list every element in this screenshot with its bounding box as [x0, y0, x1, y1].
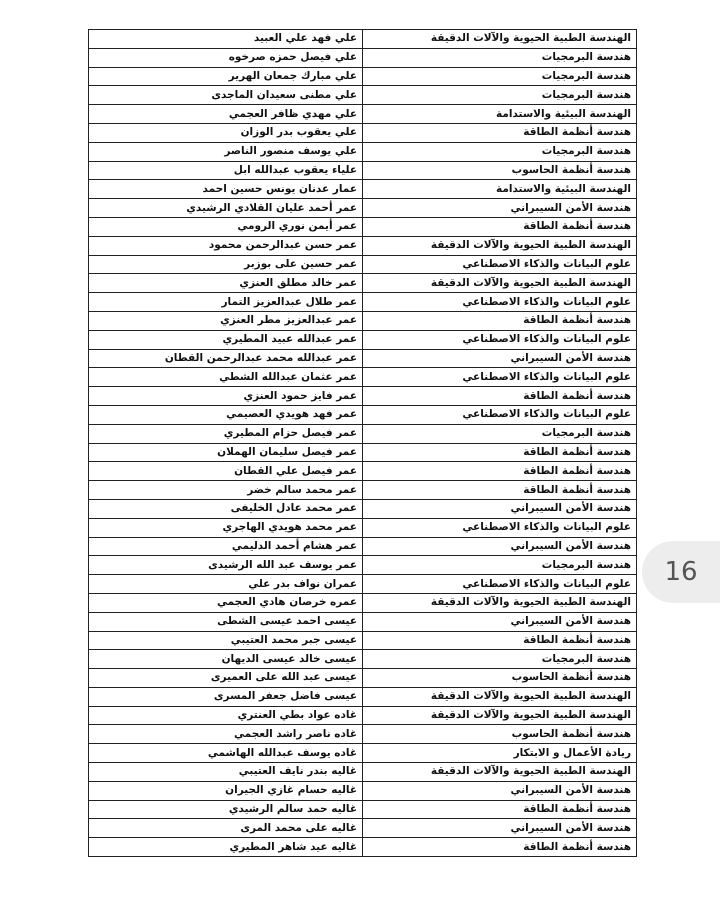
department-cell: علوم البيانات والذكاء الاصطناعي: [363, 575, 637, 594]
student-name-cell: علي مبارك جمعان الهرير: [89, 67, 363, 86]
student-name-cell: عمر محمد عادل الخليفى: [89, 499, 363, 518]
student-name-cell: عمر محمد سالم خضر: [89, 481, 363, 500]
table-row: [89, 499, 637, 518]
table-row: [89, 236, 637, 255]
department-cell: هندسة البرمجيات: [363, 142, 637, 161]
table-row: [89, 631, 637, 650]
student-name-cell: عمر أيمن نوري الرومي: [89, 217, 363, 236]
table-row: [89, 481, 637, 500]
department-cell: هندسة البرمجيات: [363, 86, 637, 105]
student-name-cell: غاليه حسام غازي الجيران: [89, 781, 363, 800]
student-name-cell: عمر عثمان عبدالله الشطي: [89, 368, 363, 387]
student-name-cell: عيسى احمد عيسى الشطى: [89, 612, 363, 631]
table-row: [89, 142, 637, 161]
student-name-cell: علي فهد علي العبيد: [89, 30, 363, 49]
department-cell: هندسة أنظمة الحاسوب: [363, 161, 637, 180]
department-cell: الهندسة الطبية الحيوية والآلات الدقيقة: [363, 30, 637, 49]
department-cell: هندسة أنظمة الحاسوب: [363, 669, 637, 688]
table-row: [89, 368, 637, 387]
table-row: [89, 30, 637, 49]
table-row: [89, 293, 637, 312]
table-row: [89, 687, 637, 706]
student-name-cell: عمره خرصان هادي العجمي: [89, 593, 363, 612]
table-row: [89, 800, 637, 819]
student-name-cell: عمر عبدالعزيز مطر العنزي: [89, 311, 363, 330]
student-name-cell: علي يعقوب بدر الوزان: [89, 123, 363, 142]
table-row: [89, 593, 637, 612]
department-cell: هندسة أنظمة الطاقة: [363, 217, 637, 236]
department-cell: هندسة الأمن السيبراني: [363, 349, 637, 368]
table-row: [89, 575, 637, 594]
department-cell: علوم البيانات والذكاء الاصطناعي: [363, 368, 637, 387]
department-cell: هندسة أنظمة الطاقة: [363, 481, 637, 500]
department-cell: الهندسة الطبية الحيوية والآلات الدقيقة: [363, 706, 637, 725]
student-name-cell: علياء يعقوب عبدالله ابل: [89, 161, 363, 180]
table-row: [89, 217, 637, 236]
department-cell: هندسة أنظمة الطاقة: [363, 443, 637, 462]
department-cell: هندسة الأمن السيبراني: [363, 612, 637, 631]
student-name-cell: عمر فيصل سليمان الهملان: [89, 443, 363, 462]
department-cell: علوم البيانات والذكاء الاصطناعي: [363, 330, 637, 349]
table-row: [89, 706, 637, 725]
table-row: [89, 330, 637, 349]
table-row: [89, 424, 637, 443]
department-cell: هندسة أنظمة الطاقة: [363, 800, 637, 819]
student-name-cell: عيسى عبد الله على العميرى: [89, 669, 363, 688]
department-cell: الهندسة الطبية الحيوية والآلات الدقيقة: [363, 593, 637, 612]
student-name-cell: عيسى فاضل جعفر المسرى: [89, 687, 363, 706]
table-row: [89, 518, 637, 537]
department-cell: الهندسة الطبية الحيوية والآلات الدقيقة: [363, 236, 637, 255]
department-cell: الهندسة البيئية والاستدامة: [363, 180, 637, 199]
student-name-cell: عمر طلال عبدالعزيز التمار: [89, 293, 363, 312]
student-name-cell: عمار عدنان يونس حسين احمد: [89, 180, 363, 199]
student-name-cell: عيسى خالد عيسى الديهان: [89, 650, 363, 669]
department-cell: هندسة البرمجيات: [363, 556, 637, 575]
student-name-cell: علي مهدي ظافر العجمي: [89, 105, 363, 124]
table-row: [89, 838, 637, 857]
student-name-cell: غاده يوسف عبدالله الهاشمي: [89, 744, 363, 763]
department-cell: الهندسة الطبية الحيوية والآلات الدقيقة: [363, 687, 637, 706]
students-table: [88, 29, 637, 857]
table-row: [89, 48, 637, 67]
student-name-cell: عمر فهد هويدي العصيمي: [89, 405, 363, 424]
table-row: [89, 67, 637, 86]
table-row: [89, 255, 637, 274]
department-cell: هندسة أنظمة الطاقة: [363, 311, 637, 330]
student-name-cell: عمر خالد مطلق العنزي: [89, 274, 363, 293]
table-row: [89, 387, 637, 406]
table-row: [89, 86, 637, 105]
student-name-cell: عمر فيصل علي القطان: [89, 462, 363, 481]
student-name-cell: غاليه عيد شاهر المطيري: [89, 838, 363, 857]
student-name-cell: عمر هشام أحمد الدليمي: [89, 537, 363, 556]
table-row: [89, 537, 637, 556]
student-name-cell: غاليه بندر نايف العتيبي: [89, 763, 363, 782]
table-row: [89, 744, 637, 763]
table-row: [89, 462, 637, 481]
department-cell: الهندسة البيئية والاستدامة: [363, 105, 637, 124]
department-cell: هندسة أنظمة الطاقة: [363, 838, 637, 857]
page-number-badge: [642, 541, 720, 603]
table-row: [89, 556, 637, 575]
department-cell: هندسة البرمجيات: [363, 48, 637, 67]
table-row: [89, 161, 637, 180]
student-name-cell: عمر أحمد عليان القلادي الرشيدي: [89, 199, 363, 218]
department-cell: هندسة أنظمة الطاقة: [363, 123, 637, 142]
student-name-cell: عمر محمد هويدي الهاجري: [89, 518, 363, 537]
table-row: [89, 763, 637, 782]
department-cell: الهندسة الطبية الحيوية والآلات الدقيقة: [363, 274, 637, 293]
table-row: [89, 311, 637, 330]
table-row: [89, 199, 637, 218]
student-name-cell: عمر فيصل حزام المطيري: [89, 424, 363, 443]
student-name-cell: عمر فايز حمود العنزي: [89, 387, 363, 406]
department-cell: هندسة الأمن السيبراني: [363, 819, 637, 838]
student-name-cell: عمر حسين على بوزبر: [89, 255, 363, 274]
table-row: [89, 349, 637, 368]
table-row: [89, 650, 637, 669]
department-cell: علوم البيانات والذكاء الاصطناعي: [363, 255, 637, 274]
page-number: 16: [664, 557, 698, 587]
student-name-cell: غاليه على محمد المرى: [89, 819, 363, 838]
department-cell: هندسة الأمن السيبراني: [363, 199, 637, 218]
table-row: [89, 123, 637, 142]
department-cell: الهندسة الطبية الحيوية والآلات الدقيقة: [363, 763, 637, 782]
department-cell: هندسة البرمجيات: [363, 650, 637, 669]
student-name-cell: عمر عبدالله محمد عبدالرحمن القطان: [89, 349, 363, 368]
department-cell: هندسة الأمن السيبراني: [363, 499, 637, 518]
table-row: [89, 180, 637, 199]
department-cell: هندسة البرمجيات: [363, 67, 637, 86]
department-cell: علوم البيانات والذكاء الاصطناعي: [363, 405, 637, 424]
students-table-body: [89, 30, 637, 857]
table-row: [89, 612, 637, 631]
department-cell: علوم البيانات والذكاء الاصطناعي: [363, 293, 637, 312]
student-name-cell: غاده ناصر راشد العجمي: [89, 725, 363, 744]
department-cell: ريادة الأعمال و الابتكار: [363, 744, 637, 763]
student-name-cell: عمران نواف بدر علي: [89, 575, 363, 594]
table-row: [89, 669, 637, 688]
table-row: [89, 105, 637, 124]
student-name-cell: غاليه حمد سالم الرشيدي: [89, 800, 363, 819]
department-cell: هندسة أنظمة الطاقة: [363, 462, 637, 481]
student-name-cell: عمر حسن عبدالرحمن محمود: [89, 236, 363, 255]
department-cell: هندسة أنظمة الطاقة: [363, 631, 637, 650]
student-name-cell: علي فيصل حمزه صرخوه: [89, 48, 363, 67]
department-cell: هندسة أنظمة الحاسوب: [363, 725, 637, 744]
department-cell: هندسة الأمن السيبراني: [363, 781, 637, 800]
student-name-cell: عمر عبدالله عبيد المطيري: [89, 330, 363, 349]
department-cell: هندسة البرمجيات: [363, 424, 637, 443]
department-cell: هندسة الأمن السيبراني: [363, 537, 637, 556]
table-row: [89, 405, 637, 424]
table-row: [89, 725, 637, 744]
student-name-cell: عيسى جبر محمد العتيبي: [89, 631, 363, 650]
student-name-cell: غاده عواد بطي العنتري: [89, 706, 363, 725]
table-row: [89, 819, 637, 838]
student-name-cell: علي مطنى سعيدان الماجدى: [89, 86, 363, 105]
table-row: [89, 781, 637, 800]
department-cell: هندسة أنظمة الطاقة: [363, 387, 637, 406]
department-cell: علوم البيانات والذكاء الاصطناعي: [363, 518, 637, 537]
table-row: [89, 443, 637, 462]
student-name-cell: عمر يوسف عبد الله الرشيدى: [89, 556, 363, 575]
table-row: [89, 274, 637, 293]
student-name-cell: علي يوسف منصور الناصر: [89, 142, 363, 161]
